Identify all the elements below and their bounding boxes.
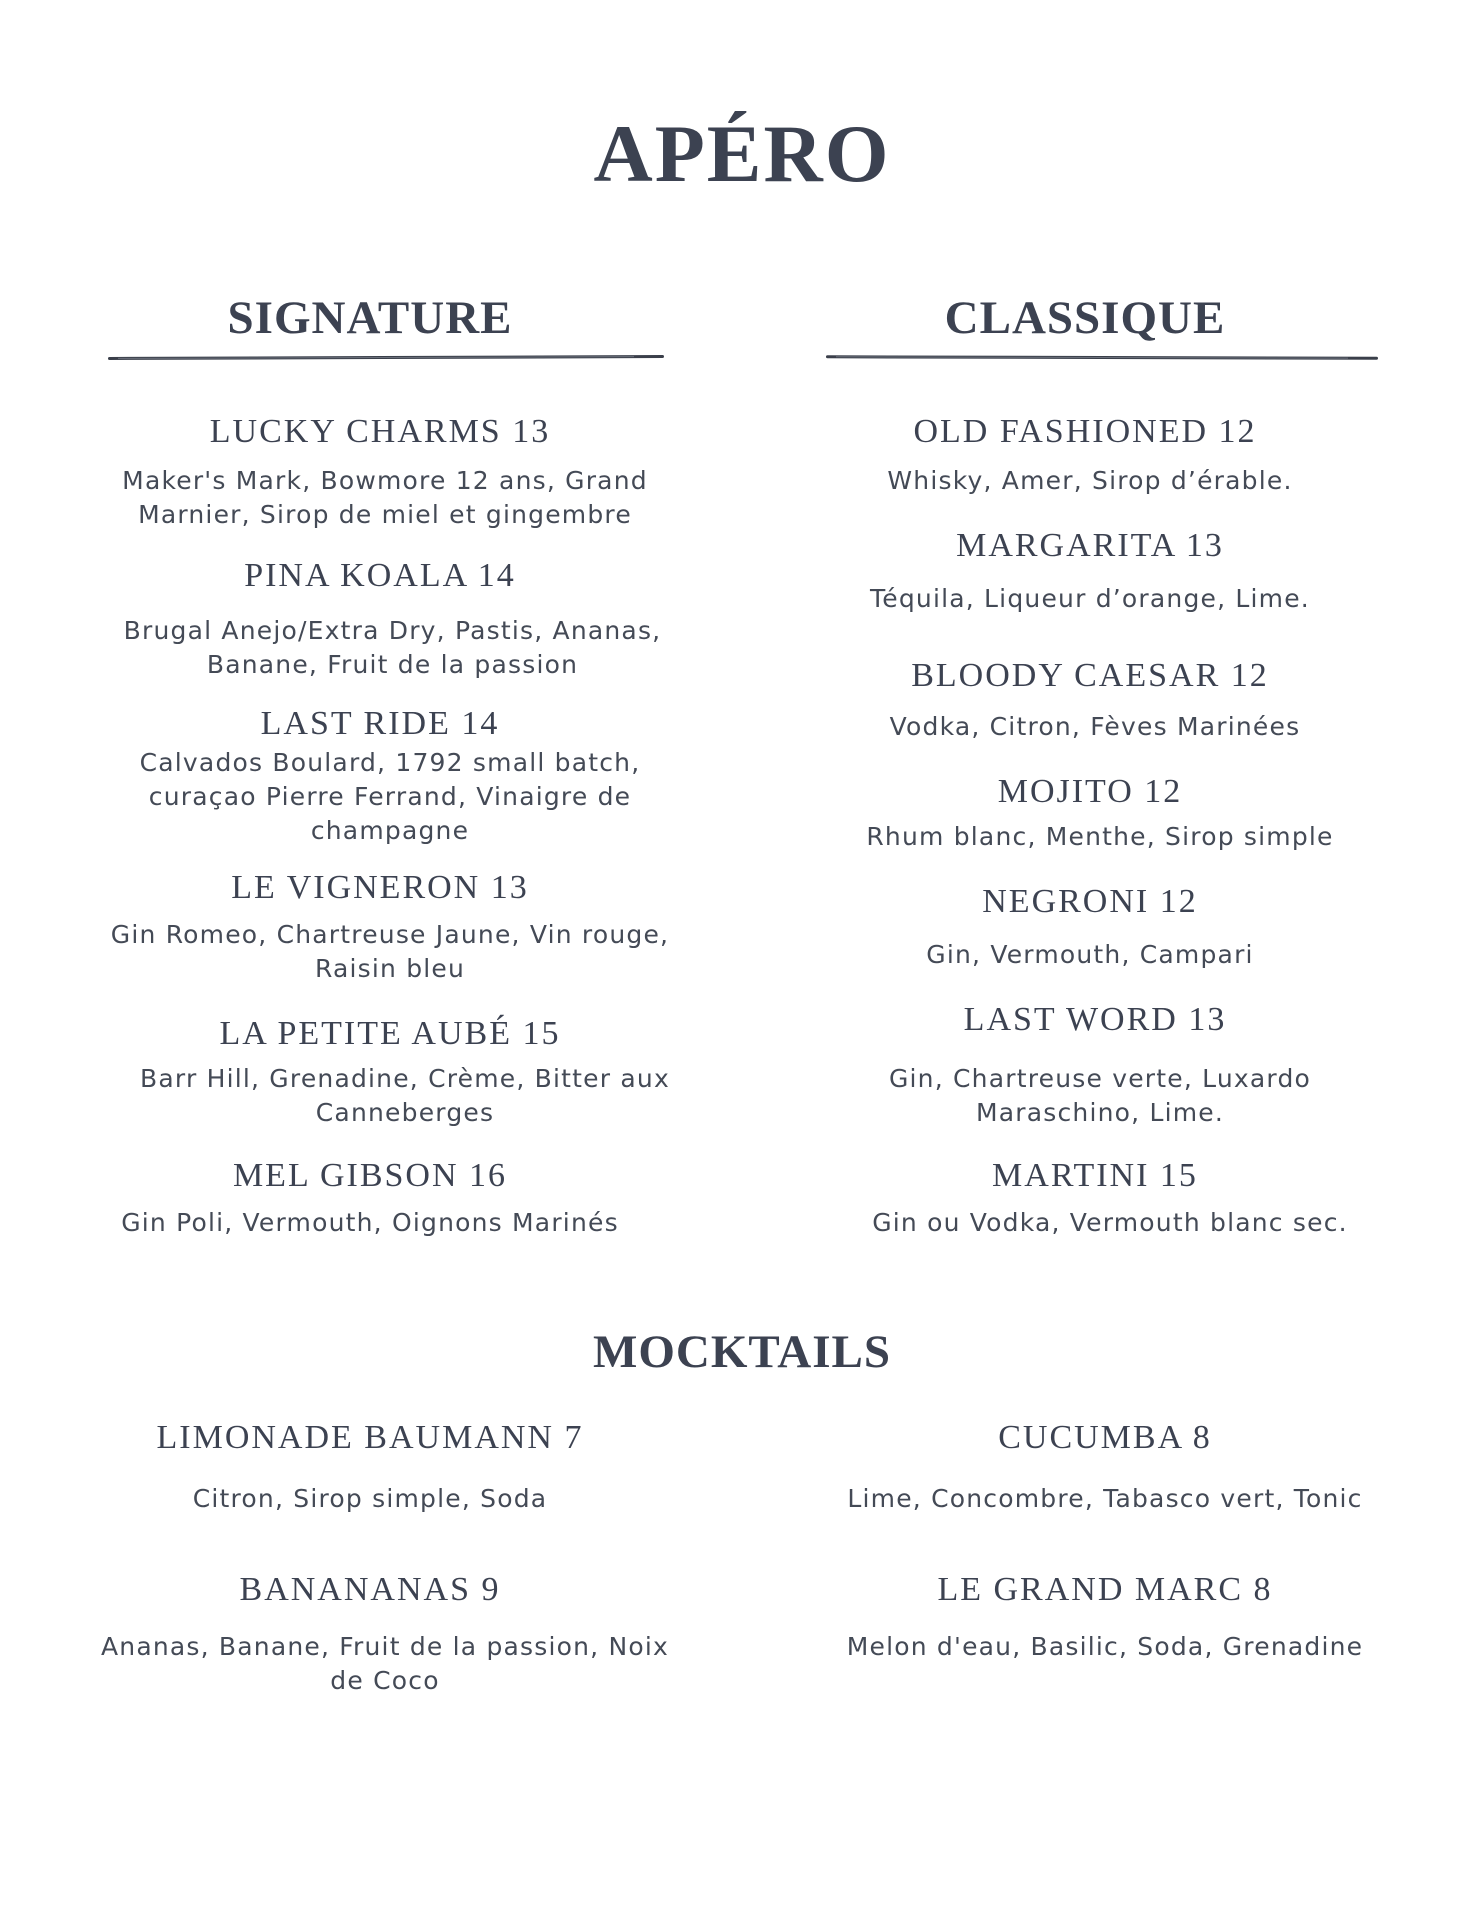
item-name: BANANANAS 9 <box>239 1571 501 1608</box>
item-name: LE VIGNERON 13 <box>231 869 529 906</box>
item-name: CUCUMBA 8 <box>998 1419 1212 1456</box>
item-description: Whisky, Amer, Sirop d’érable. <box>887 466 1293 495</box>
item-name: PINA KOALA 14 <box>244 557 516 594</box>
item-name: LAST RIDE 14 <box>260 705 500 742</box>
item-name: LUCKY CHARMS 13 <box>209 413 551 450</box>
item-description: Vodka, Citron, Fèves Marinées <box>889 712 1301 741</box>
item-name: LE GRAND MARC 8 <box>937 1571 1273 1608</box>
item-name: LA PETITE AUBÉ 15 <box>219 1015 561 1052</box>
item-description: Gin, Vermouth, Campari <box>926 940 1254 969</box>
section-title-signature: SIGNATURE <box>227 292 513 344</box>
menu-title: APÉRO <box>593 108 891 199</box>
item-description: Citron, Sirop simple, Soda <box>192 1484 548 1513</box>
item-description: Gin Poli, Vermouth, Oignons Marinés <box>121 1208 619 1237</box>
section-title-classique: CLASSIQUE <box>944 292 1226 344</box>
item-description: Rhum blanc, Menthe, Sirop simple <box>866 822 1334 851</box>
section-title-mocktails: MOCKTAILS <box>593 1326 891 1378</box>
item-name: BLOODY CAESAR 12 <box>911 657 1269 694</box>
item-description: Téquila, Liqueur d’orange, Lime. <box>870 584 1310 613</box>
item-name: OLD FASHIONED 12 <box>913 413 1257 450</box>
item-description: Melon d'eau, Basilic, Soda, Grenadine <box>846 1632 1364 1661</box>
item-description: Brugal Anejo/Extra Dry, Pastis, Ananas, Banane, Fruit de la passion <box>123 616 662 679</box>
item-description: Calvados Boulard, 1792 small batch, curaçao Pierre Ferrand, Vinaigre de champagne <box>139 748 641 845</box>
item-name: NEGRONI 12 <box>982 883 1198 920</box>
item-description: Gin Romeo, Chartreuse Jaune, Vin rouge, Raisin bleu <box>110 920 670 983</box>
item-name: MARTINI 15 <box>992 1157 1198 1194</box>
section-divider-signature <box>108 355 664 360</box>
item-description: Lime, Concombre, Tabasco vert, Tonic <box>847 1484 1363 1513</box>
item-name: LAST WORD 13 <box>963 1001 1227 1038</box>
item-description: Ananas, Banane, Fruit de la passion, Noix de Coco <box>100 1632 670 1695</box>
item-name: MEL GIBSON 16 <box>232 1157 508 1194</box>
section-divider-classique <box>826 355 1378 359</box>
item-description: Maker's Mark, Bowmore 12 ans, Grand Marnier, Sirop de miel et gingembre <box>122 466 648 529</box>
item-description: Barr Hill, Grenadine, Crème, Bitter aux Canneberges <box>140 1064 670 1127</box>
item-name: MARGARITA 13 <box>956 527 1224 564</box>
item-description: Gin, Chartreuse verte, Luxardo Maraschino, Lime. <box>888 1064 1312 1127</box>
item-name: MOJITO 12 <box>997 773 1183 810</box>
item-name: LIMONADE BAUMANN 7 <box>156 1419 584 1456</box>
item-description: Gin ou Vodka, Vermouth blanc sec. <box>872 1208 1348 1237</box>
